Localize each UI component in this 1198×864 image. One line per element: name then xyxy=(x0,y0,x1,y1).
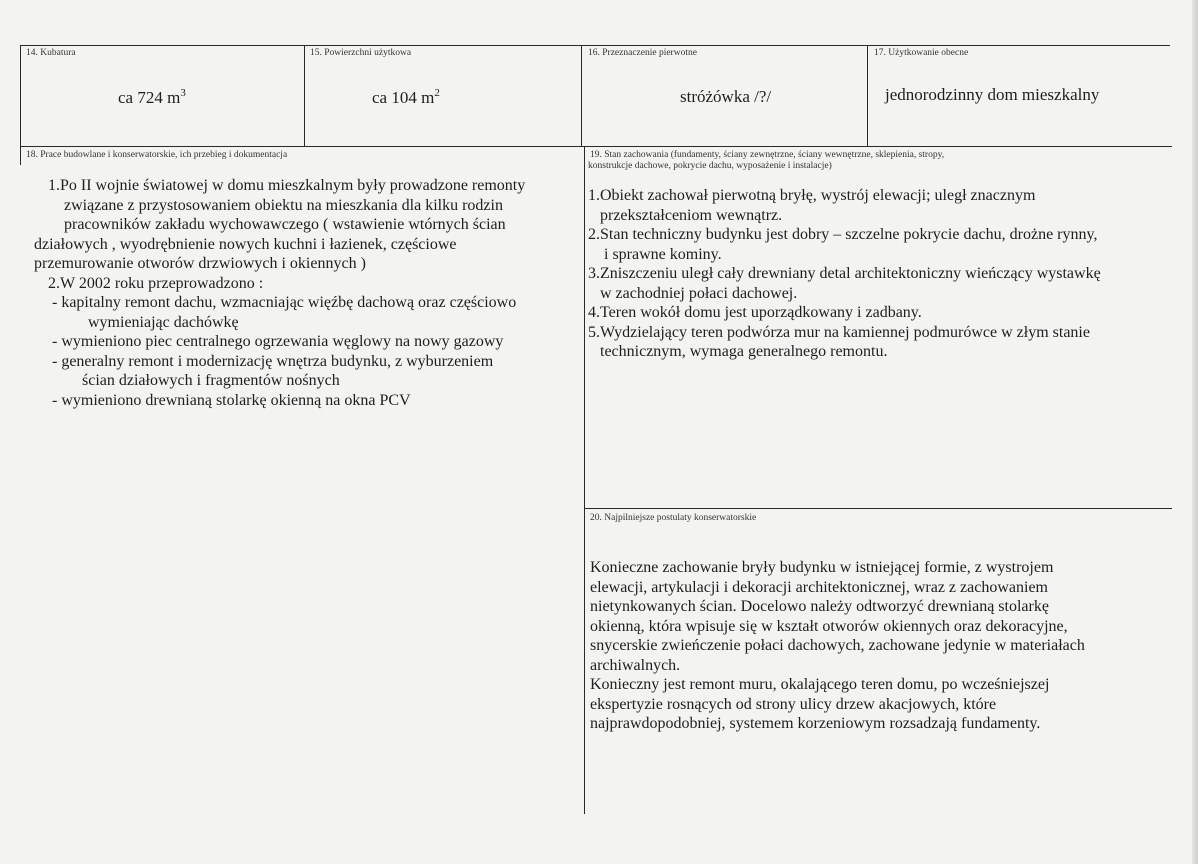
field-20-label: 20. Najpilniejsze postulaty konserwatorskie xyxy=(590,513,757,523)
field-15-value xyxy=(372,87,440,108)
f20-line: snycerskie zwieńczenie połaci dachowych, zachowane jedynie w materiałach xyxy=(590,637,1085,654)
field-14-value xyxy=(118,87,186,108)
field-14-label: 14. Kubatura xyxy=(26,48,76,58)
row-divider-f20 xyxy=(584,508,1172,509)
field-17-value: jednorodzinny dom mieszkalny xyxy=(885,85,1100,104)
f18-line: - kapitalny remont dachu, wzmacniając więźbę dachową oraz częściowo xyxy=(52,294,517,311)
field-17-label: 17. Użytkowanie obecne xyxy=(874,48,969,58)
f18-line: - generalny remont i modernizację wnętrza budynku, z wyburzeniem xyxy=(52,352,494,370)
f20-line: najprawdopodobniej, systemem korzeniowym rozsadzają fundamenty. xyxy=(590,715,1041,732)
f20-line: ekspertyzie rosnących od strony ulicy drzew akacjowych, które xyxy=(590,695,997,713)
field-15-value-text: ca 104 m xyxy=(372,88,435,107)
top-border xyxy=(20,45,1170,46)
f19-line: 4.Teren wokół domu jest uporządkowany i zadbany. xyxy=(588,304,922,321)
col-divider-17 xyxy=(867,45,868,146)
f20-line: Konieczne zachowanie bryły budynku w istniejącej formie, z wystrojem xyxy=(590,559,1054,576)
field-15-label: 15. Powierzchni użytkowa xyxy=(310,48,412,58)
f18-line: ścian działowych i fragmentów nośnych xyxy=(82,372,340,389)
col-divider-lower xyxy=(584,146,585,814)
field-14-value-text: ca 724 m xyxy=(118,88,181,107)
f19-line: 3.Zniszczeniu uległ cały drewniany detal architektoniczny wieńczący wystawkę xyxy=(588,265,1101,282)
f19-line: 5.Wydzielający teren podwórza mur na kamiennej podmurówce w złym stanie xyxy=(588,323,1090,341)
field-16-value: stróżówka /?/ xyxy=(680,87,772,106)
f19-line: w zachodniej połaci dachowej. xyxy=(600,284,798,302)
f19-line: i sprawne kominy. xyxy=(604,245,722,263)
f18-line: związane z przystosowaniem obiektu na mieszkania dla kilku rodzin xyxy=(64,196,503,214)
f19-line: przekształceniom wewnątrz. xyxy=(600,206,783,224)
field-18-label: 18. Prace budowlane i konserwatorskie, ich przebieg i dokumentacja xyxy=(26,150,288,160)
f18-line: przemurowanie otworów drzwiowych i okiennych ) xyxy=(34,255,366,272)
f18-line: - wymieniono piec centralnego ogrzewania węglowy na nowy gazowy xyxy=(52,333,504,350)
f19-line: technicznym, wymaga generalnego remontu. xyxy=(600,343,888,360)
f20-line: archiwalnych. xyxy=(590,656,681,674)
f19-line: 2.Stan techniczny budynku jest dobry – szczelne pokrycie dachu, drożne rynny, xyxy=(588,226,1098,243)
field-14-value-exponent: 3 xyxy=(180,87,186,99)
f18-line: 1.Po II wojnie światowej w domu mieszkalnym były prowadzone remonty xyxy=(48,177,526,194)
f20-line: okienną, która wpisuje się w kształt otworów okiennych oraz dekoracyjne, xyxy=(590,617,1068,635)
field-20-text xyxy=(590,558,1085,734)
f18-line: wymieniając dachówkę xyxy=(88,313,239,331)
field-16-label: 16. Przeznaczenie pierwotne xyxy=(588,48,697,58)
f18-line: pracowników zakładu wychowawczego ( wstawienie wtórnych ścian xyxy=(64,216,506,233)
f20-line: Konieczny jest remont muru, okalającego teren domu, po wcześniejszej xyxy=(590,676,1050,693)
f20-line: elewacji, artykulacji i dekoracji architektonicznej, wraz z zachowaniem xyxy=(590,578,1048,596)
col-divider-16 xyxy=(581,45,582,146)
f20-line: nietynkowanych ścian. Docelowo należy odtworzyć drewnianą stolarkę xyxy=(590,598,1049,615)
field-19-label-line2: konstrukcje dachowe, pokrycie dachu, wyposażenie i instalacje) xyxy=(588,161,832,171)
field-15-value-exponent: 2 xyxy=(434,87,440,99)
row-divider-1 xyxy=(20,146,1172,147)
field-18-text xyxy=(30,176,525,410)
f19-line: 1.Obiekt zachował pierwotną bryłę, wystrój elewacji; uległ znacznym xyxy=(588,187,1036,204)
f18-line: - wymieniono drewnianą stolarkę okienną na okna PCV xyxy=(52,391,411,409)
scan-edge-shadow xyxy=(1192,0,1198,864)
field-19-text xyxy=(588,186,1101,362)
left-border xyxy=(20,45,21,165)
field-19-label-line1: 19. Stan zachowania (fundamenty, ściany zewnętrzne, ściany wewnętrzne, sklepienia, stropy, xyxy=(590,150,945,160)
f18-line: 2.W 2002 roku przeprowadzono : xyxy=(48,274,264,292)
f18-line: działowych , wyodrębnienie nowych kuchni i łazienek, częściowe xyxy=(34,235,457,253)
col-divider-15 xyxy=(304,45,305,146)
